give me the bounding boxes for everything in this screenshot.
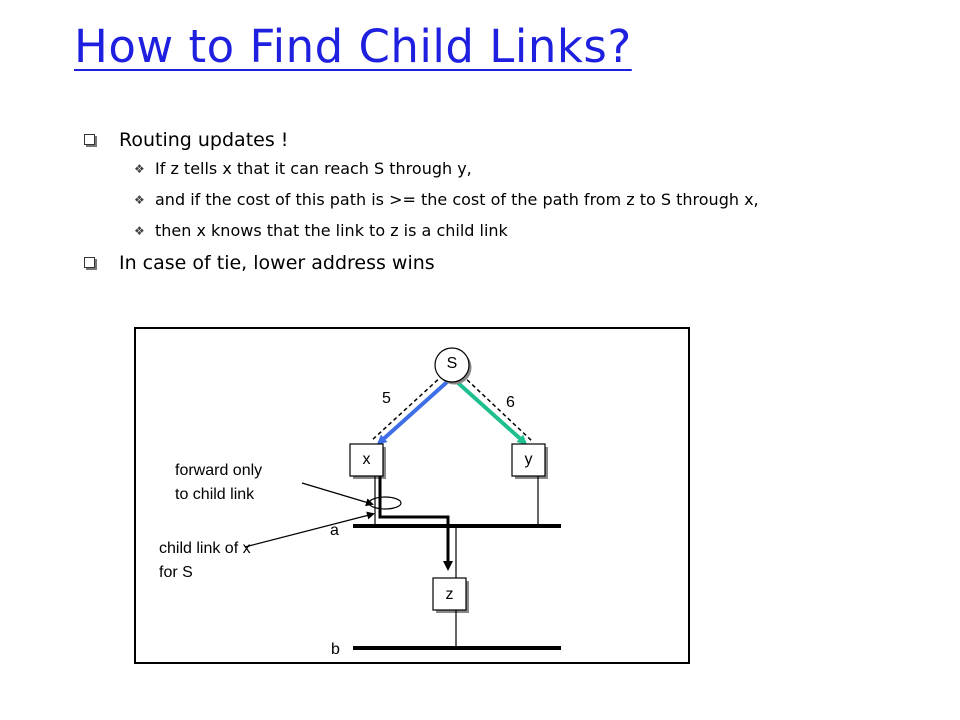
- sub-bullet: [119, 189, 914, 211]
- node-s-label: S: [446, 355, 458, 372]
- sub-bullet: [119, 220, 914, 242]
- bullet-list: [84, 128, 914, 275]
- sub-bullet-text: then x knows that the link to z is a child link: [155, 221, 508, 240]
- annotation-forward-line2: to child link: [175, 486, 255, 503]
- node-y-label: y: [524, 451, 533, 468]
- sub-bullet-text: If z tells x that it can reach S through y,: [155, 159, 472, 178]
- diamond-bullet-icon: ❖: [134, 193, 145, 207]
- sub-bullet-list: [119, 158, 914, 242]
- node-x-label: x: [362, 451, 371, 468]
- cost-s-y: 6: [506, 394, 515, 411]
- square-bullet-icon: [84, 134, 95, 145]
- cost-s-x: 5: [382, 390, 391, 407]
- diamond-bullet-icon: ❖: [134, 162, 145, 176]
- annotation-forward-line1: forward only: [175, 462, 263, 479]
- diamond-bullet-icon: ❖: [134, 224, 145, 238]
- lan-a-label: a: [330, 522, 339, 539]
- slide-title: How to Find Child Links?: [74, 20, 632, 73]
- bullet-tie-break: [84, 251, 914, 275]
- annotation-child-line2: for S: [159, 564, 193, 581]
- network-diagram: [134, 327, 690, 664]
- node-z-label: z: [445, 586, 454, 603]
- annotation-child-line1: child link of x: [159, 540, 251, 557]
- sub-bullet: [119, 158, 914, 180]
- lan-b-label: b: [331, 641, 340, 658]
- bullet-text: Routing updates !: [119, 129, 289, 151]
- bullet-routing-updates: [84, 128, 914, 242]
- square-bullet-icon: [84, 257, 95, 268]
- sub-bullet-text: and if the cost of this path is >= the cost of the path from z to S through x,: [155, 190, 759, 209]
- bullet-text: In case of tie, lower address wins: [119, 252, 435, 274]
